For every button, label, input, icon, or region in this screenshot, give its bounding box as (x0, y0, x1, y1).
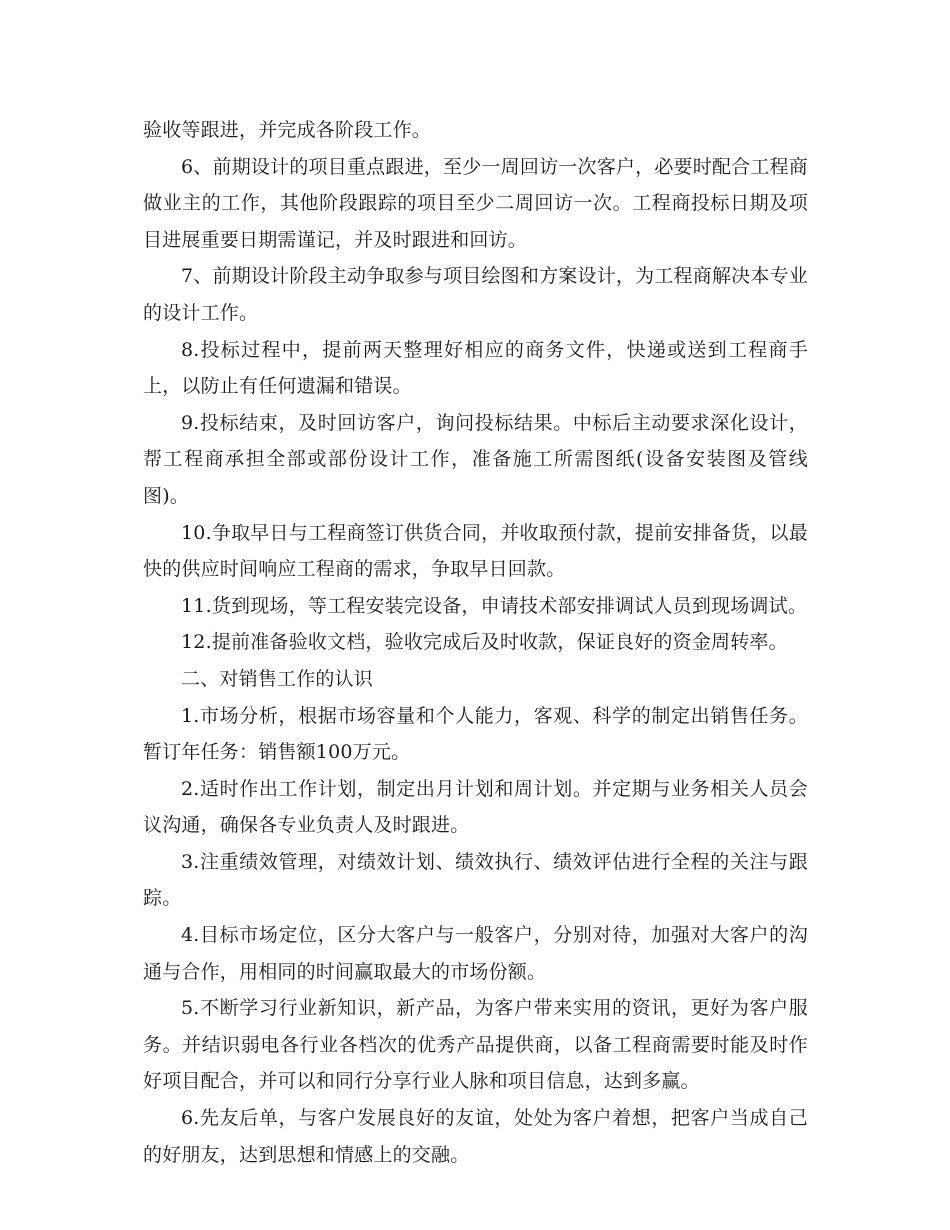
paragraph-item-11: 11.货到现场，等工程安装完设备，申请技术部安排调试人员到现场调试。 (181, 594, 808, 617)
paragraph-item-7: 7、前期设计阶段主动争取参与项目绘图和方案设计，为工程商解决本专业的设计工作。 (143, 265, 808, 324)
paragraph-sales-2: 2.适时作出工作计划，制定出月计划和周计划。并定期与业务相关人员会议沟通，确保各专业负责人及时跟进。 (143, 777, 808, 837)
paragraph-sales-6: 6.先友后单，与客户发展良好的友谊，处处为客户着想，把客户当成自己的好朋友，达到思想和情感上的交融。 (143, 1107, 808, 1166)
document-body (143, 112, 808, 1173)
paragraph-sales-1: 1.市场分析，根据市场容量和个人能力，客观、科学的制定出销售任务。暂订年任务：销售额100万元。 (143, 704, 808, 764)
paragraph-sales-3: 3.注重绩效管理，对绩效计划、绩效执行、绩效评估进行全程的关注与跟踪。 (143, 850, 808, 910)
paragraph-item-6: 6、前期设计的项目重点跟进，至少一周回访一次客户，必要时配合工程商做业主的工作，其他阶段跟踪的项目至少二周回访一次。工程商投标日期及项目进展重要日期需谨记，并及时跟进和回访。 (143, 155, 808, 251)
paragraph-sales-4: 4.目标市场定位，区分大客户与一般客户，分别对待，加强对大客户的沟通与合作，用相同的时间赢取最大的市场份额。 (143, 924, 808, 983)
paragraph-item-9: 9.投标结束，及时回访客户，询问投标结果。中标后主动要求深化设计，帮工程商承担全部或部份设计工作，准备施工所需图纸(设备安装图及管线图)。 (143, 411, 808, 507)
section-heading: 二、对销售工作的认识 (181, 667, 374, 690)
paragraph-item-12: 12.提前准备验收文档，验收完成后及时收款，保证良好的资金周转率。 (181, 631, 788, 654)
paragraph-sales-5: 5.不断学习行业新知识，新产品，为客户带来实用的资讯，更好为客户服务。并结识弱电各行业各档次的优秀产品提供商，以备工程商需要时能及时作好项目配合，并可以和同行分享行业人脉和项目信息，达到多赢。 (143, 997, 808, 1093)
paragraph-item-8: 8.投标过程中，提前两天整理好相应的商务文件，快递或送到工程商手上，以防止有任何遗漏和错误。 (143, 338, 808, 398)
paragraph-item-10: 10.争取早日与工程商签订供货合同，并收取预付款，提前安排备货，以最快的供应时间响应工程商的需求，争取早日回款。 (143, 521, 808, 581)
paragraph-continued: 验收等跟进，并完成各阶段工作。 (143, 119, 432, 141)
